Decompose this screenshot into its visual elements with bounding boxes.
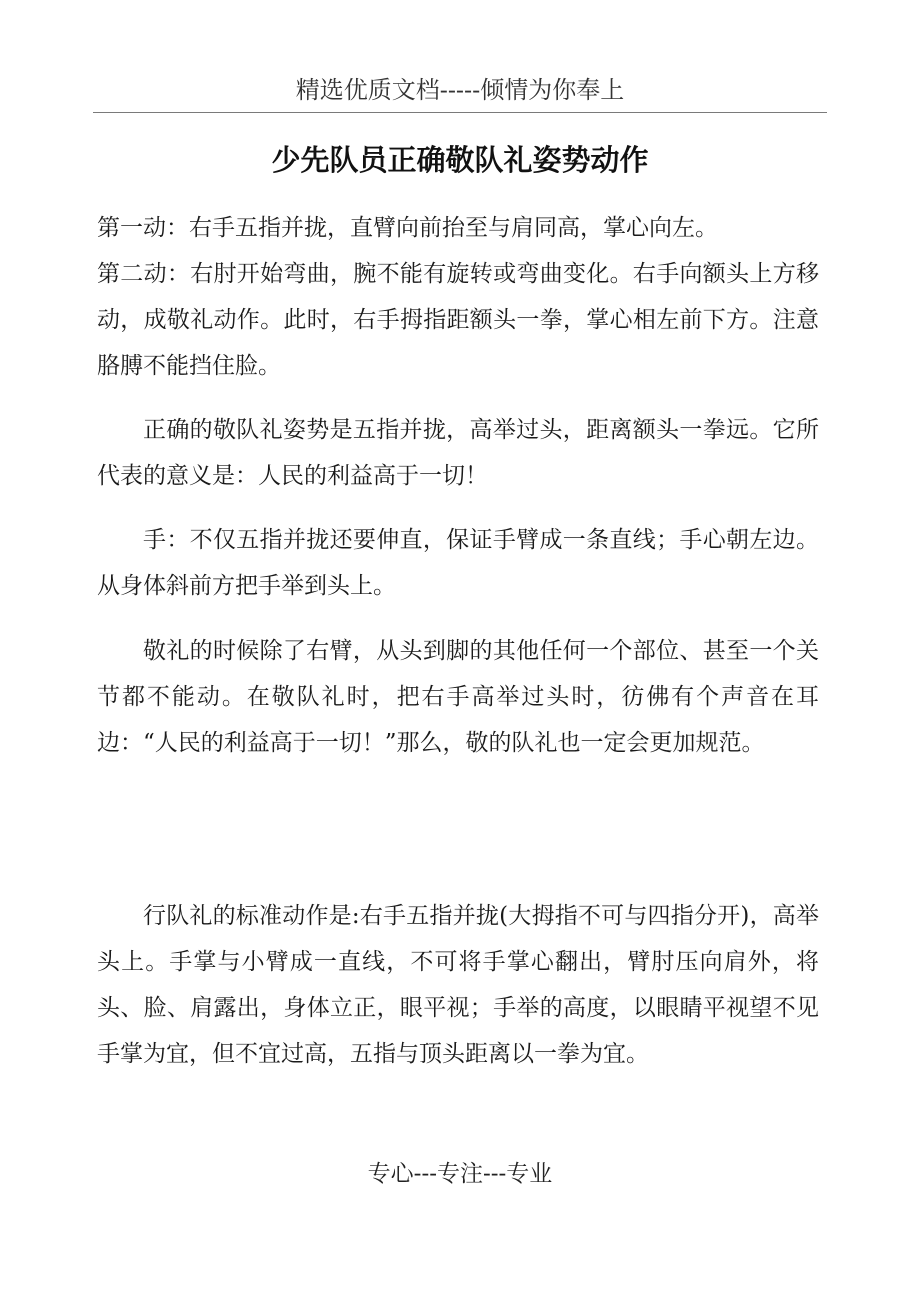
paragraph-step-two: 第二动：右肘开始弯曲，腕不能有旋转或弯曲变化。右手向额头上方移动，成敬礼动作。此时，右手拇指距额头一拳，掌心相左前下方。注意胳膊不能挡住脸。 bbox=[97, 261, 819, 379]
body-block-3 bbox=[97, 517, 819, 609]
header-divider bbox=[93, 112, 827, 113]
paragraph-meaning: 正确的敬队礼姿势是五指并拢，高举过头，距离额头一拳远。它所代表的意义是：人民的利益高于一切！ bbox=[97, 417, 819, 489]
body-block-4 bbox=[97, 628, 819, 766]
body-block-2 bbox=[97, 407, 819, 499]
page-header: 精选优质文档-----倾情为你奉上 bbox=[295, 76, 625, 104]
body-block-1 bbox=[97, 205, 819, 389]
document-title: 少先队员正确敬队礼姿势动作 bbox=[271, 143, 649, 177]
paragraph-posture: 敬礼的时候除了右臂，从头到脚的其他任何一个部位、甚至一个关节都不能动。在敬队礼时，把右手高举过头时，彷佛有个声音在耳边：“人民的利益高于一切！”那么，敬的队礼也一定会更加规范。 bbox=[97, 638, 819, 756]
body-block-5 bbox=[97, 893, 819, 1077]
paragraph-standard: 行队礼的标准动作是:右手五指并拢(大拇指不可与四指分开)，高举头上。手掌与小臂成一直线，不可将手掌心翻出，臂肘压向肩外，将头、脸、肩露出，身体立正，眼平视；手举的高度，以眼睛平视望不见手掌为宜，但不宜过高，五指与顶头距离以一拳为宜。 bbox=[97, 903, 819, 1067]
page-footer: 专心---专注---专业 bbox=[367, 1161, 553, 1187]
paragraph-step-one: 第一动：右手五指并拢，直臂向前抬至与肩同高，掌心向左。 bbox=[97, 215, 718, 241]
paragraph-hand: 手：不仅五指并拢还要伸直，保证手臂成一条直线；手心朝左边。从身体斜前方把手举到头上。 bbox=[97, 527, 819, 599]
